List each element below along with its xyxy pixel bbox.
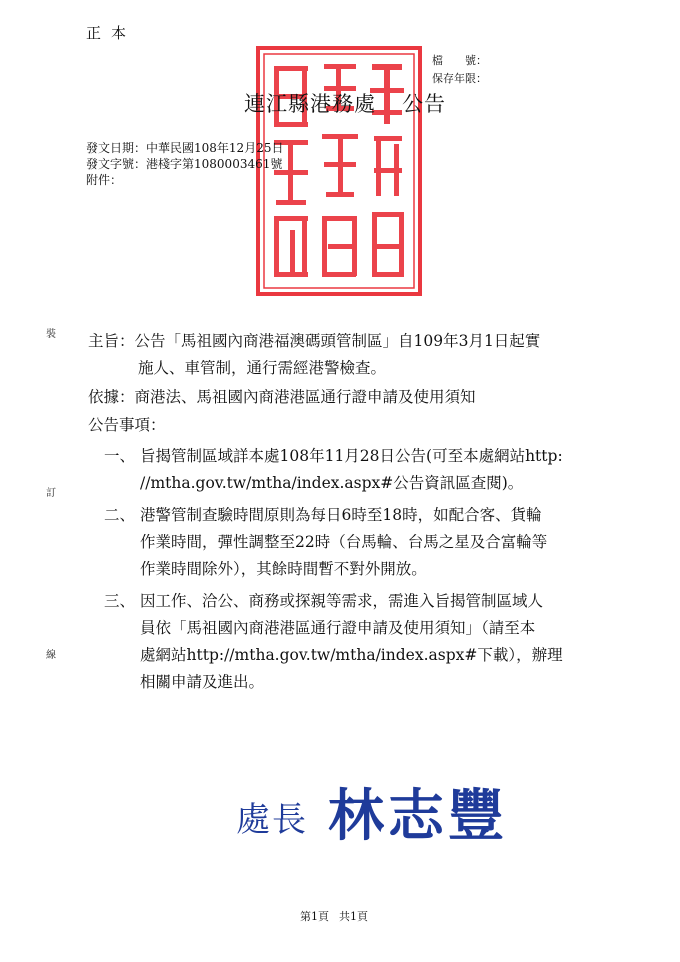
item-2-number: 二、 (104, 506, 136, 524)
item-3-line-3: 處網站http://mtha.gov.tw/mtha/index.aspx#下載），辦理 (140, 646, 563, 664)
binding-mark-middle: 訂 (46, 488, 56, 499)
subject-line-2: 施人、車管制，通行需經港警檢查。 (138, 359, 387, 377)
retention-field (432, 70, 487, 86)
copy-label: 正本 (86, 24, 137, 42)
signature-title: 處長 (236, 800, 308, 840)
retention-label: 保存年限： (432, 72, 487, 85)
page-footer (300, 908, 368, 924)
issue-number-label: 發文字號： (86, 157, 147, 171)
binding-mark-bottom: 線 (46, 650, 56, 661)
item-3-line-1: 因工作、洽公、商務或探親等需求，需進入旨揭管制區域人 (140, 592, 544, 610)
item-3-line-2: 員依「馬祖國內商港港區通行證申請及使用須知」（請至本 (140, 619, 536, 637)
item-2-line-3: 作業時間除外），其餘時間暫不對外開放。 (140, 560, 427, 578)
signature-name: 林志豐 (328, 784, 508, 849)
binding-mark-top: 裝 (46, 329, 56, 340)
items-heading: 公告事項： (88, 416, 166, 434)
issue-date-value: 中華民國108年12月25日 (146, 141, 284, 155)
basis-line: 依據：商港法、馬祖國內商港港區通行證申請及使用須知 (88, 388, 476, 406)
attachment (86, 172, 122, 188)
file-number-label: 檔 號： (432, 54, 487, 67)
item-2-line-1: 港警管制查驗時間原則為每日6時至18時，如配合客、貨輪 (140, 506, 542, 524)
item-1-line-1: 旨揭管制區域詳本處108年11月28日公告(可至本處網站http: (140, 447, 563, 465)
item-3-number: 三、 (104, 592, 136, 610)
director-signature (236, 772, 546, 849)
issue-date (86, 140, 283, 156)
page-title (244, 88, 446, 118)
item-3-line-4: 相關申請及進出。 (140, 673, 265, 691)
item-1-line-2: //mtha.gov.tw/mtha/index.aspx#公告資訊區查閱)。 (140, 474, 524, 492)
subject-line-1: 主旨：公告「馬祖國內商港福澳碼頭管制區」自109年3月1日起實 (88, 332, 541, 350)
title-org: 連江縣港務處 (244, 92, 376, 116)
page-total: 共1頁 (339, 910, 368, 923)
attachment-label: 附件： (86, 173, 123, 187)
item-1-number: 一、 (104, 447, 136, 465)
issue-number (86, 156, 282, 172)
issue-number-value: 港棧字第1080003461號 (146, 157, 283, 171)
page-number: 第1頁 (300, 910, 329, 923)
title-type: 公告 (402, 92, 446, 116)
item-2-line-2: 作業時間，彈性調整至22時（台馬輪、台馬之星及合富輪等 (140, 533, 548, 551)
file-number-field (432, 52, 487, 68)
issue-date-label: 發文日期： (86, 141, 147, 155)
